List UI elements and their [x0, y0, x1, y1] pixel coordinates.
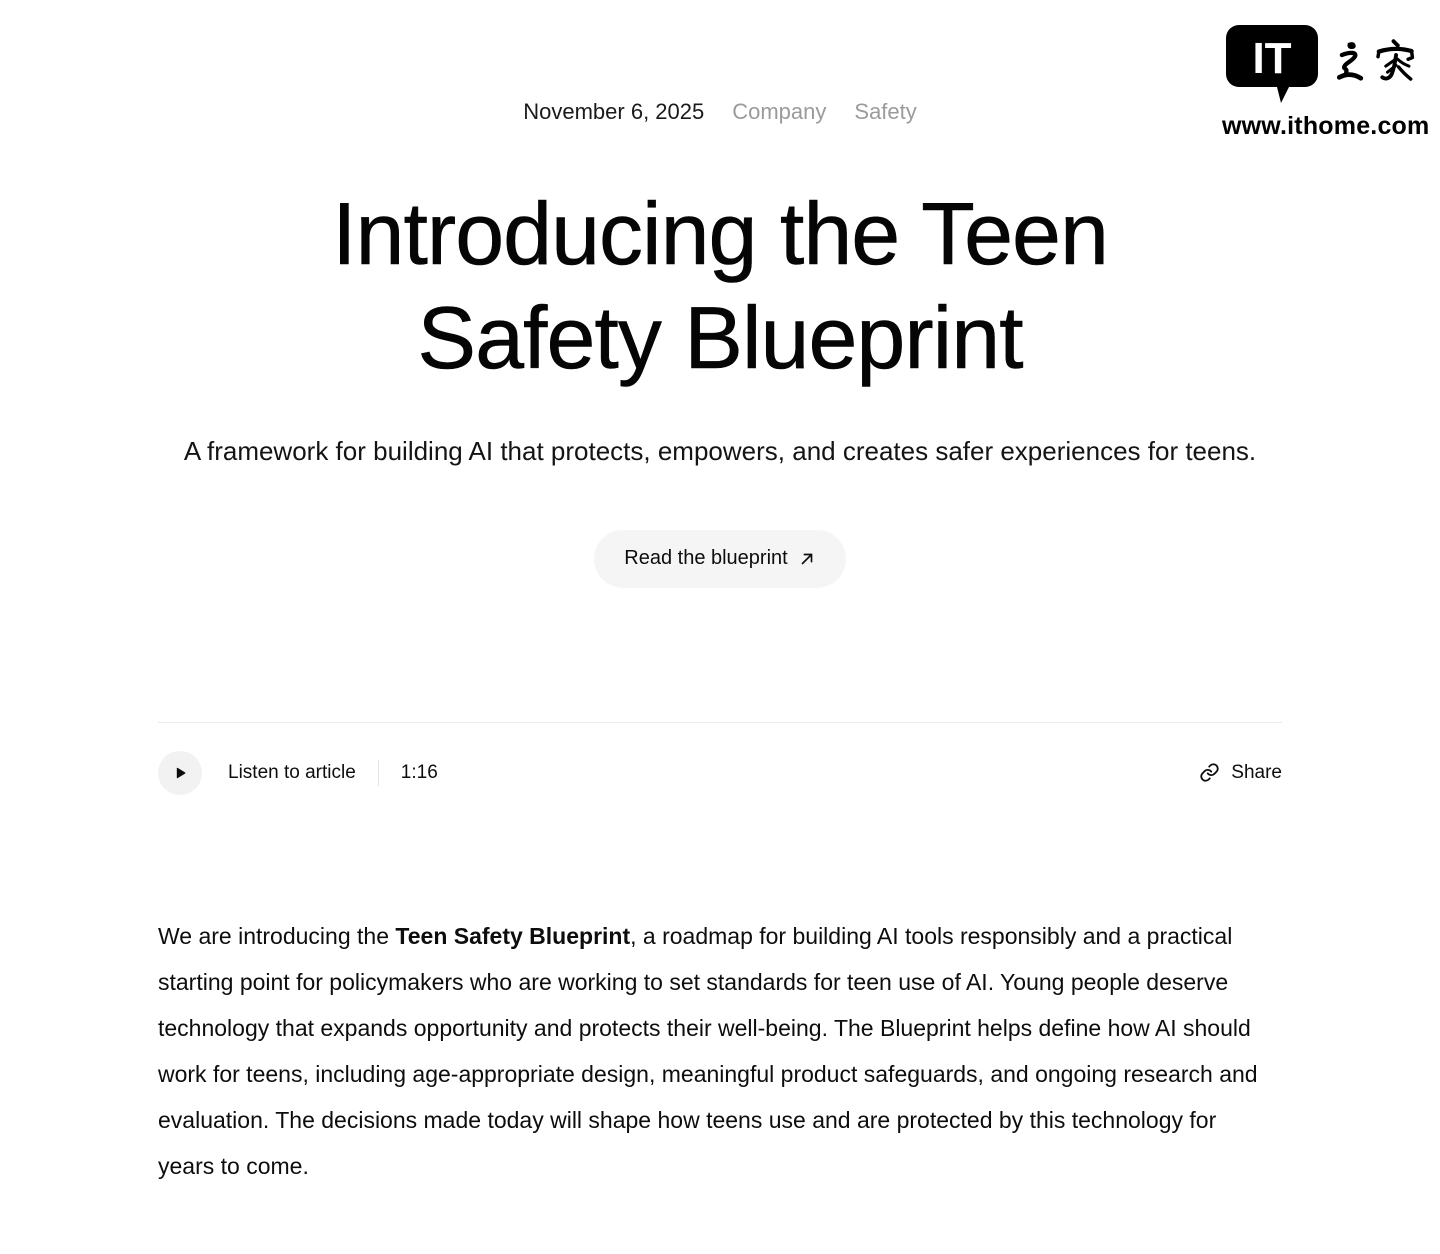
article-date: November 6, 2025 [523, 99, 705, 124]
cta-container [158, 530, 1282, 588]
ithome-cjk-logo-icon [1329, 24, 1415, 98]
ithome-bubble-text: IT [1252, 34, 1292, 83]
ithome-url: www.ithome.com [1222, 112, 1430, 140]
page-title: Introducing the Teen Safety Blueprint [332, 184, 1108, 387]
audio-duration: 1:16 [400, 761, 438, 783]
paragraph-bold-term: Teen Safety Blueprint [395, 922, 631, 949]
listen-to-article-label[interactable]: Listen to article [228, 761, 356, 783]
category-safety[interactable]: Safety [854, 99, 917, 124]
ithome-bubble-icon [1225, 24, 1319, 104]
share-button[interactable] [1199, 762, 1282, 784]
paragraph-text-end: , a roadmap for building AI tools responsibly and a practical starting point for policymakers who are working to set standards for teen use of AI. Young people deserve technology that expands opportunity and protects their well-being. The Blueprint helps define how AI should work for teens, including age-appropriate design, meaningful product safeguards, and ongoing research and evaluation. The decisions made today will shape how teens use and are protected by this technology for years to come. [158, 922, 1258, 1179]
arrow-up-right-icon [798, 550, 816, 568]
play-icon [171, 764, 189, 782]
read-blueprint-label: Read the blueprint [624, 547, 788, 570]
page-subtitle: A framework for building AI that protects, empowers, and creates safer experiences for teens. [183, 435, 1257, 466]
article-paragraph [158, 913, 1276, 1189]
category-company[interactable]: Company [732, 99, 827, 124]
read-blueprint-button[interactable] [594, 530, 845, 588]
play-button[interactable] [158, 751, 202, 795]
section-divider [158, 722, 1282, 723]
audio-bar [158, 751, 1282, 795]
audio-separator [378, 760, 379, 786]
article-meta [158, 0, 1282, 126]
paragraph-text-start: We are introducing the [158, 922, 396, 949]
ithome-logo [1222, 24, 1418, 104]
audio-controls [158, 751, 438, 795]
share-label: Share [1231, 761, 1282, 783]
ithome-watermark [1222, 24, 1430, 141]
link-icon [1199, 762, 1220, 783]
